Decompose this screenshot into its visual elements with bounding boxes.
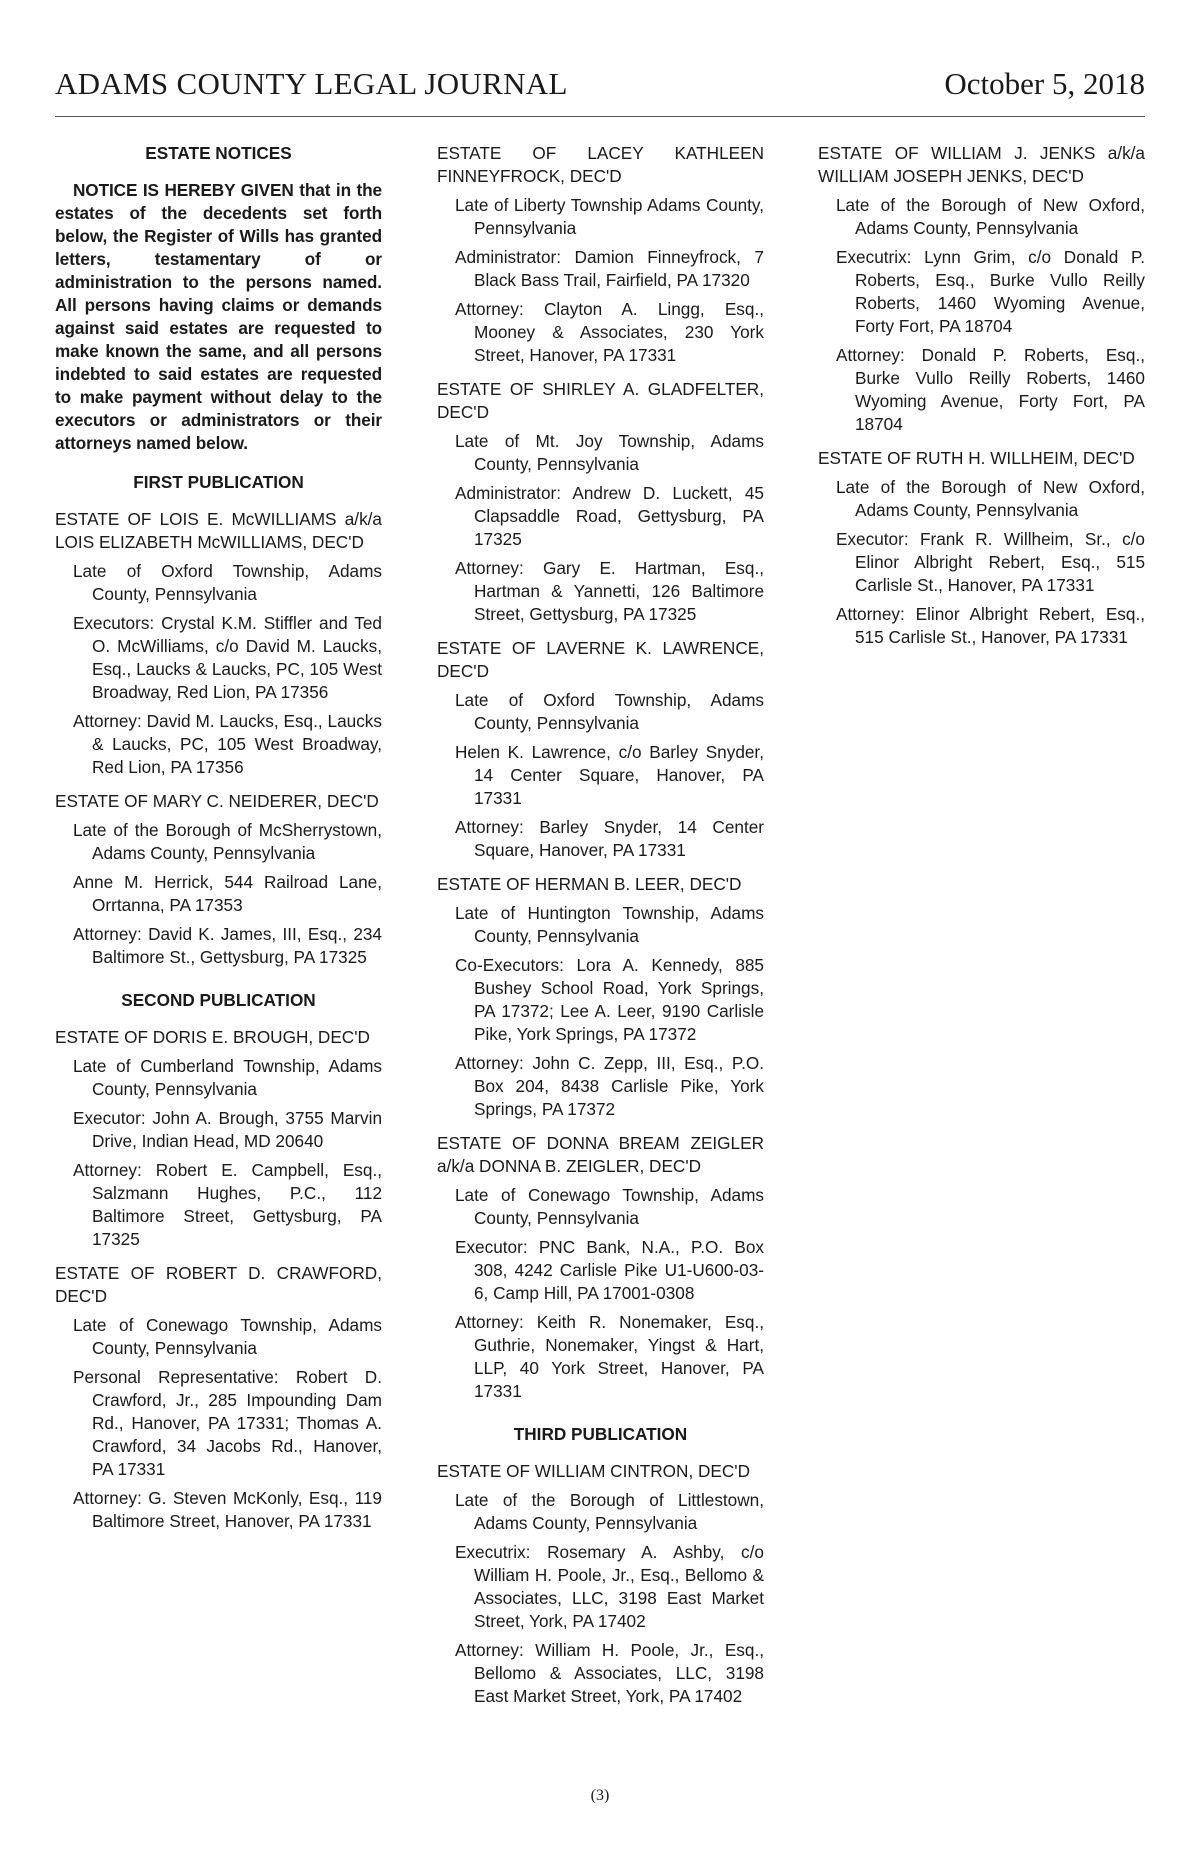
estate-attorney: Attorney: Barley Snyder, 14 Center Square, Hanover, PA 17331 [455,817,764,860]
estate-attorney: Attorney: G. Steven McKonly, Esq., 119 Baltimore Street, Hanover, PA 17331 [73,1488,382,1531]
estate-title: ESTATE OF DORIS E. BROUGH, DEC'D [55,1027,370,1047]
column-3 [818,142,1145,660]
estate-notice [818,447,1145,649]
estate-residence: Late of Huntington Township, Adams County, Pennsylvania [455,903,764,946]
column-1 [55,142,382,1544]
estate-title: ESTATE OF LAVERNE K. LAWRENCE, DEC'D [437,638,764,681]
estate-attorney: Attorney: William H. Poole, Jr., Esq., Bellomo & Associates, LLC, 3198 East Market Street, York, PA 17402 [455,1640,764,1706]
estate-attorney: Attorney: John C. Zepp, III, Esq., P.O. Box 204, 8438 Carlisle Pike, York Springs, PA 17372 [455,1053,764,1119]
estate-residence: Late of Cumberland Township, Adams County, Pennsylvania [73,1056,382,1099]
estate-residence: Late of the Borough of New Oxford, Adams County, Pennsylvania [836,477,1145,520]
estate-representative: Administrator: Andrew D. Luckett, 45 Clapsaddle Road, Gettysburg, PA 17325 [455,483,764,549]
estate-representative: Anne M. Herrick, 544 Railroad Lane, Orrtanna, PA 17353 [73,872,382,915]
estate-residence: Late of Oxford Township, Adams County, Pennsylvania [455,690,764,733]
estate-attorney: Attorney: Robert E. Campbell, Esq., Salzmann Hughes, P.C., 112 Baltimore Street, Gettysburg, PA 17325 [73,1160,382,1249]
journal-title: ADAMS COUNTY LEGAL JOURNAL [55,66,568,101]
estate-attorney: Attorney: Keith R. Nonemaker, Esq., Guthrie, Nonemaker, Yingst & Hart, LLP, 40 York Street, Hanover, PA 17331 [455,1312,764,1401]
page-number: (3) [590,1787,610,1804]
estate-title: ESTATE OF DONNA BREAM ZEIGLER a/k/a DONNA B. ZEIGLER, DEC'D [437,1133,764,1176]
section-second-publication: SECOND PUBLICATION [121,990,316,1010]
estate-title: ESTATE OF WILLIAM J. JENKS a/k/a WILLIAM JOSEPH JENKS, DEC'D [818,143,1145,186]
estate-title: ESTATE OF HERMAN B. LEER, DEC'D [437,874,742,894]
estate-representative: Executor: PNC Bank, N.A., P.O. Box 308, 4242 Carlisle Pike U1-U600-03-6, Camp Hill, PA 17001-0308 [455,1237,764,1303]
estate-notice [437,1460,764,1708]
estate-residence: Late of Conewago Township, Adams County, Pennsylvania [73,1315,382,1358]
estate-attorney: Attorney: Clayton A. Lingg, Esq., Mooney & Associates, 230 York Street, Hanover, PA 17331 [455,299,764,365]
estate-attorney: Attorney: Gary E. Hartman, Esq., Hartman & Yannetti, 126 Baltimore Street, Gettysburg, PA 17325 [455,558,764,624]
estate-attorney: Attorney: David K. James, III, Esq., 234 Baltimore St., Gettysburg, PA 17325 [73,924,382,967]
estate-representative: Administrator: Damion Finneyfrock, 7 Black Bass Trail, Fairfield, PA 17320 [455,247,764,290]
estate-representative: Executrix: Rosemary A. Ashby, c/o William H. Poole, Jr., Esq., Bellomo & Associates, LLC, 3198 East Market Street, York, PA 17402 [455,1542,764,1631]
estate-representative: Executor: John A. Brough, 3755 Marvin Drive, Indian Head, MD 20640 [73,1108,382,1151]
estate-title: ESTATE OF SHIRLEY A. GLADFELTER, DEC'D [437,379,764,422]
estate-residence: Late of Mt. Joy Township, Adams County, Pennsylvania [455,431,764,474]
page-header [55,66,1145,117]
estate-notice [818,142,1145,436]
estate-representative: Executor: Frank R. Willheim, Sr., c/o Elinor Albright Rebert, Esq., 515 Carlisle St., Hanover, PA 17331 [836,529,1145,595]
estate-representative: Executrix: Lynn Grim, c/o Donald P. Roberts, Esq., Burke Vullo Reilly Roberts, 1460 Wyoming Avenue, Forty Fort, PA 18704 [836,247,1145,336]
estate-title: ESTATE OF LOIS E. McWILLIAMS a/k/a LOIS ELIZABETH McWILLIAMS, DEC'D [55,509,382,552]
column-2 [437,142,764,1719]
estate-title: ESTATE OF RUTH H. WILLHEIM, DEC'D [818,448,1135,468]
estate-notice [55,508,382,779]
estate-representative: Helen K. Lawrence, c/o Barley Snyder, 14 Center Square, Hanover, PA 17331 [455,742,764,808]
estate-attorney: Attorney: Donald P. Roberts, Esq., Burke Vullo Reilly Roberts, 1460 Wyoming Avenue, Forty Fort, PA 18704 [836,345,1145,434]
notices-heading: ESTATE NOTICES [145,143,292,163]
section-third-publication: THIRD PUBLICATION [513,1424,688,1444]
notices-intro: NOTICE IS HEREBY GIVEN that in the estates of the decedents set forth below, the Register of Wills has granted letters, testamentary of or administration to the persons named. All persons having claims or demands against said estates are requested to make known the same, and all persons indebted to said estates are requested to make payment without delay to the executors or administrators or their attorneys named below. [55,180,382,453]
estate-notice [55,1262,382,1533]
estate-residence: Late of Liberty Township Adams County, Pennsylvania [455,195,764,238]
section-first-publication: FIRST PUBLICATION [133,472,304,492]
estate-residence: Late of Conewago Township, Adams County, Pennsylvania [455,1185,764,1228]
estate-attorney: Attorney: David M. Laucks, Esq., Laucks & Laucks, PC, 105 West Broadway, Red Lion, PA 17356 [73,711,382,777]
estate-attorney: Attorney: Elinor Albright Rebert, Esq., 515 Carlisle St., Hanover, PA 17331 [836,604,1145,647]
estate-representative: Executors: Crystal K.M. Stiffler and Ted O. McWilliams, c/o David M. Laucks, Esq., Laucks & Laucks, PC, 105 West Broadway, Red Lion, PA 17356 [73,613,382,702]
estate-residence: Late of Oxford Township, Adams County, Pennsylvania [73,561,382,604]
estate-residence: Late of the Borough of New Oxford, Adams County, Pennsylvania [836,195,1145,238]
estate-residence: Late of the Borough of Littlestown, Adams County, Pennsylvania [455,1490,764,1533]
estate-notice [437,873,764,1121]
estate-representative: Co-Executors: Lora A. Kennedy, 885 Bushey School Road, York Springs, PA 17372; Lee A. Leer, 9190 Carlisle Pike, York Springs, PA 17372 [455,955,764,1044]
estate-notice [55,790,382,969]
estate-notice [437,637,764,862]
estate-title: ESTATE OF ROBERT D. CRAWFORD, DEC'D [55,1263,382,1306]
estate-notice [437,142,764,367]
estate-residence: Late of the Borough of McSherrystown, Adams County, Pennsylvania [73,820,382,863]
estate-notice [55,1026,382,1251]
estate-representative: Personal Representative: Robert D. Crawford, Jr., 285 Impounding Dam Rd., Hanover, PA 17331; Thomas A. Crawford, 34 Jacobs Rd., Hanover, PA 17331 [73,1367,382,1479]
issue-date: October 5, 2018 [944,66,1145,101]
estate-notice [437,1132,764,1403]
estate-title: ESTATE OF MARY C. NEIDERER, DEC'D [55,791,379,811]
estate-notice [437,378,764,626]
estate-title: ESTATE OF WILLIAM CINTRON, DEC'D [437,1461,750,1481]
estate-title: ESTATE OF LACEY KATHLEEN FINNEYFROCK, DEC'D [437,143,764,186]
